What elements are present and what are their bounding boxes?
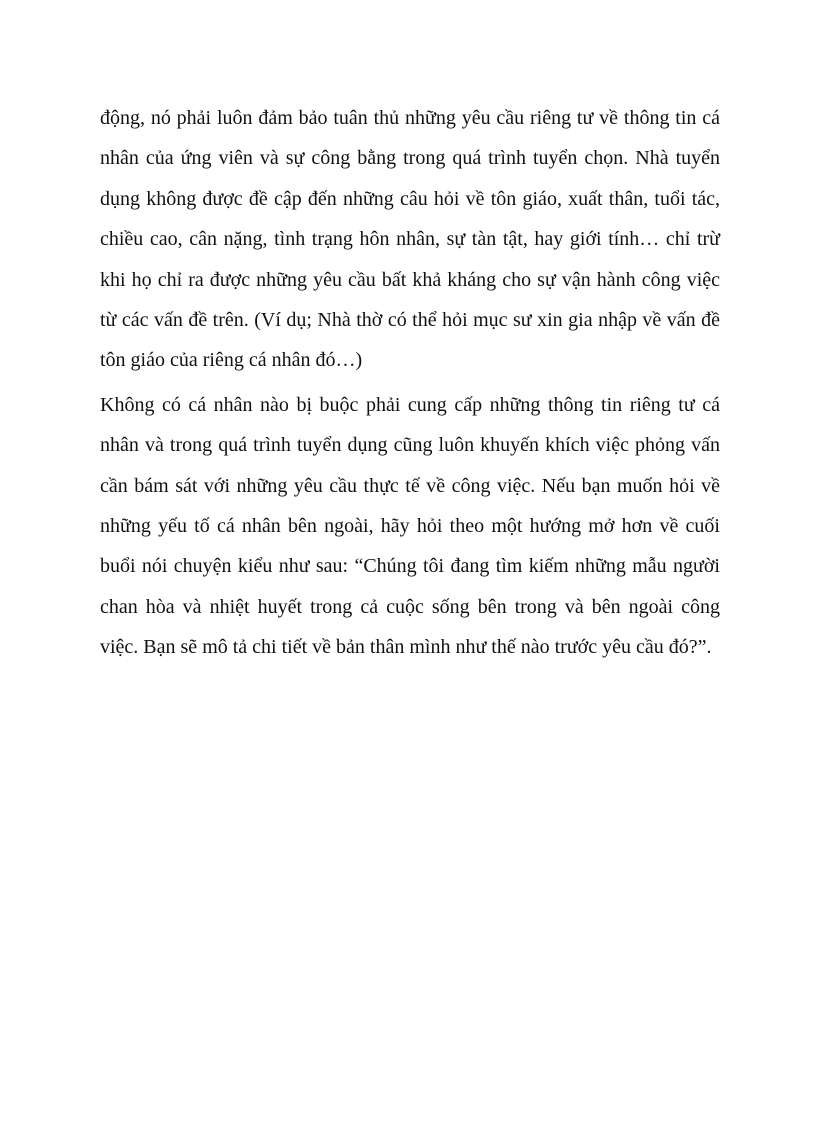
paragraph-personal-information: Không có cá nhân nào bị buộc phải cung cấp những thông tin riêng tư cá nhân và trong quá trình tuyển dụng cũng luôn khuyến khích việc phỏng vấn cần bám sát với những yêu cầu thực tế về công việc. Nếu bạn muốn hỏi về những yếu tố cá nhân bên ngoài, hãy hỏi theo một hướng mở hơn về cuối buổi nói chuyện kiểu như sau: “Chúng tôi đang tìm kiếm những mẫu người chan hòa và nhiệt huyết trong cả cuộc sống bên trong và bên ngoài công việc. Bạn sẽ mô tả chi tiết về bản thân mình như thế nào trước yêu cầu đó?”. [100, 393, 720, 659]
paragraph-privacy-requirements: động, nó phải luôn đảm bảo tuân thủ những yêu cầu riêng tư về thông tin cá nhân của ứng viên và sự công bằng trong quá trình tuyển chọn. Nhà tuyển dụng không được đề cập đến những câu hỏi về tôn giáo, xuất thân, tuổi tác, chiều cao, cân nặng, tình trạng hôn nhân, sự tàn tật, hay giới tính… chỉ trừ khi họ chỉ ra được những yêu cầu bất khả kháng cho sự vận hành công việc từ các vấn đề trên. (Ví dụ; Nhà thờ có thể hỏi mục sư xin gia nhập về vấn đề tôn giáo của riêng cá nhân đó…) [100, 107, 720, 372]
body-text [100, 98, 720, 668]
